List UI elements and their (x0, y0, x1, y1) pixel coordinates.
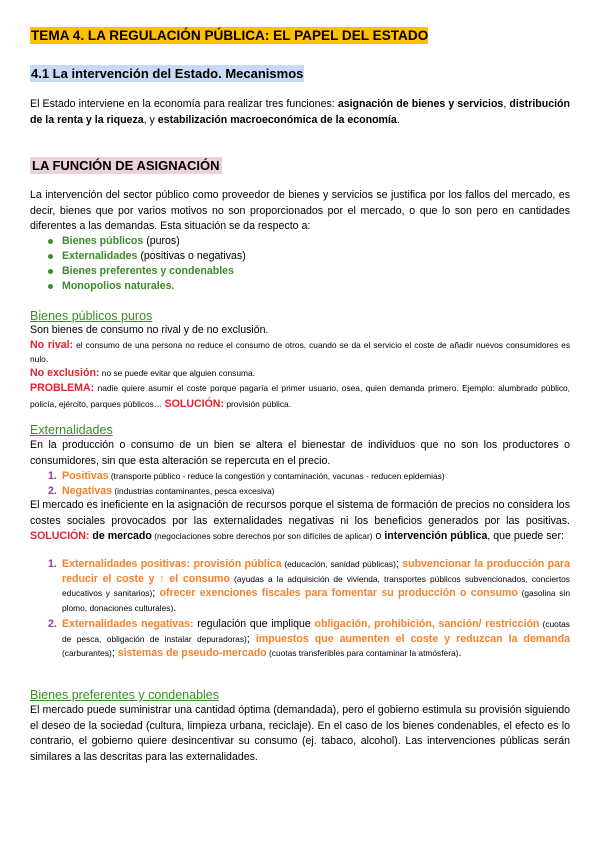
list-label: Negativas (62, 485, 113, 497)
list-label: Externalidades positivas: (62, 558, 191, 570)
list-number: 2. (48, 485, 57, 497)
bullet-icon (48, 269, 53, 274)
measure-note: (educación, sanidad públicas) (281, 559, 396, 569)
no-rival-text: el consumo de una persona no reduce el consumo de otros, cuando se da el servicio el coste de añadir nuevos consumidores es nulo. (30, 340, 571, 364)
p2-end: , que puede ser: (487, 530, 564, 542)
function-estabilizacion: estabilización macroeconómica de la economía (157, 113, 397, 126)
no-rival-paragraph (30, 338, 570, 366)
solucion-label: SOLUCIÓN: (30, 530, 90, 542)
no-rival-label: No rival: (30, 339, 74, 351)
externalidades-types-list (30, 469, 570, 499)
section-4-1-heading: 4.1 La intervención del Estado. Mecanismos (31, 66, 304, 81)
list-text: (transporte público - reduce la congestión y contaminación, vacunas - reducen epidemias) (108, 471, 445, 481)
bullet-bold: Externalidades (62, 250, 138, 262)
preferentes-paragraph: El mercado puede suministrar una cantidad óptima (demandada), pero el gobierno estimula su provisión siguiendo el deseo de la sociedad (cultura, limpieza urbana, reciclaje). En el caso de los bienes condenables, el efecto es lo contrario, el gobierno quiere desincentivar su consumo (ej. tabaco, alcohol). Las intervenciones públicas serán similares a las descritas para las externalidades. (30, 704, 570, 763)
list-label: Externalidades negativas: (62, 618, 194, 630)
bienes-publicos-definition: Son bienes de consumo no rival y de no exclusión. (30, 324, 269, 336)
externalidades-heading-block (30, 421, 570, 439)
list-item (30, 484, 570, 499)
separator: ; (111, 647, 118, 659)
separator: o (372, 530, 385, 542)
separator: ; (395, 558, 403, 570)
solucion-label: SOLUCIÓN: (164, 398, 224, 410)
bullet-icon (48, 239, 53, 244)
problema-label: PROBLEMA: (30, 382, 95, 394)
measure-note: (carburantes) (62, 648, 112, 658)
period: . (396, 113, 400, 126)
asignacion-heading-block (30, 157, 570, 175)
measure-text: provisión pública (190, 558, 282, 570)
list-item (30, 469, 570, 484)
measure-text: ofrecer exenciones fiscales para fomentar su producción o consumo (159, 587, 518, 599)
externalidades-paragraph-2 (30, 498, 570, 545)
intervention-list (30, 557, 570, 661)
problema-text: nadie quiere asumir el coste porque pagaría el primer usuario, osea, quien demanda primero. Ejemplo: alumbrado público, policía, ejército, parques públicos… (30, 383, 570, 409)
list-item (30, 234, 570, 249)
list-item (30, 617, 570, 661)
separator: ; (152, 587, 160, 599)
bullet-rest: (puros) (143, 235, 180, 247)
externalidades-paragraph-1: En la producción o consumo de un bien se altera el bienestar de individuos que no son los productores o consumidores, sin que esta alteración se repercuta en el precio. (30, 439, 570, 467)
bullet-bold: Bienes preferentes y condenables (62, 265, 234, 277)
solucion-text: provisión pública. (224, 399, 292, 409)
list-item (30, 557, 570, 615)
bullet-icon (48, 284, 53, 289)
problema-paragraph (30, 380, 570, 412)
separator: , (503, 98, 510, 110)
measure-note: (cuotas de pesca, obligación de instalar depuradoras) (62, 619, 570, 644)
preferentes-heading: Bienes preferentes y condenables (30, 688, 220, 702)
measure-note: (gasolina sin plomo, donaciones culturales) (62, 588, 570, 613)
p2-text: El mercado es ineficiente en la asignación de recursos porque el sistema de formación de precios no considera los costes sociales provocados por las externalidades negativas ni los beneficios generados por las positivas. (30, 499, 570, 527)
intervencion-publica: intervención pública (384, 530, 488, 542)
bullet-bold: Bienes públicos (62, 235, 144, 247)
solucion-mercado: de mercado (89, 530, 152, 542)
bullet-bold: Monopolios naturales. (62, 280, 175, 292)
document-title-block (30, 27, 570, 45)
measure-text: subvencionar la producción para reducir el coste y ↑ el consumo (62, 558, 570, 585)
bullet-rest: (positivas o negativas) (137, 250, 246, 262)
externalidades-heading: Externalidades (30, 423, 113, 437)
list-label: Positivas (62, 470, 109, 482)
solucion-note: (negociaciones sobre derechos por son difíciles de aplicar) (151, 531, 373, 541)
bullet-icon (48, 254, 53, 259)
no-exclusion-label: No exclusión: (30, 367, 100, 379)
measure-intro: regulación que implique (193, 618, 315, 630)
preferentes-heading-block (30, 686, 570, 704)
intro-text: El Estado interviene en la economía para realizar tres funciones: (30, 98, 338, 110)
section-4-1-heading-block (30, 65, 570, 83)
list-item (30, 264, 570, 279)
list-number: 2. (48, 618, 57, 630)
measure-text: obligación, prohibición, sanción/ restricción (314, 618, 540, 630)
function-distribucion: distribución de la renta y la riqueza (30, 98, 570, 126)
measure-text: impuestos que aumenten el coste y reduzcan la demanda (255, 632, 570, 645)
measure-note: (ayudas a la adquisición de vivienda, transportes públicos subvencionados, conciertos educativos y sanitarios) (62, 573, 570, 598)
separator: , y (143, 113, 158, 126)
asignacion-heading: LA FUNCIÓN DE ASIGNACIÓN (32, 158, 220, 173)
asignacion-bullet-list (30, 234, 570, 294)
list-number: 1. (48, 470, 57, 482)
list-item (30, 249, 570, 264)
period: . (458, 647, 462, 659)
period: . (173, 601, 177, 614)
asignacion-paragraph: La intervención del sector público como proveedor de bienes y servicios se justifica por los fallos del mercado, es decir, bienes que por varios motivos no son proporcionados por el mercado, o que lo son pero en cantidades diferentes a las demandas. Esta situación se da respecto a: (30, 189, 570, 232)
measure-text: sistemas de pseudo-mercado (117, 647, 267, 659)
list-text: (industrias contaminantes, pesca excesiva) (112, 486, 275, 496)
measure-note: (cuotas transferibles para contaminar la atmósfera) (266, 648, 459, 658)
section-4-1-paragraph (30, 97, 570, 128)
document-title: TEMA 4. LA REGULACIÓN PÚBLICA: EL PAPEL DEL ESTADO (31, 28, 429, 43)
no-exclusion-text: no se puede evitar que alguien consuma. (99, 368, 255, 378)
bienes-publicos-heading: Bienes públicos puros (30, 309, 153, 323)
list-item (30, 279, 570, 294)
separator: ; (246, 632, 256, 645)
function-asignacion: asignación de bienes y servicios (337, 98, 504, 110)
list-number: 1. (48, 558, 57, 570)
